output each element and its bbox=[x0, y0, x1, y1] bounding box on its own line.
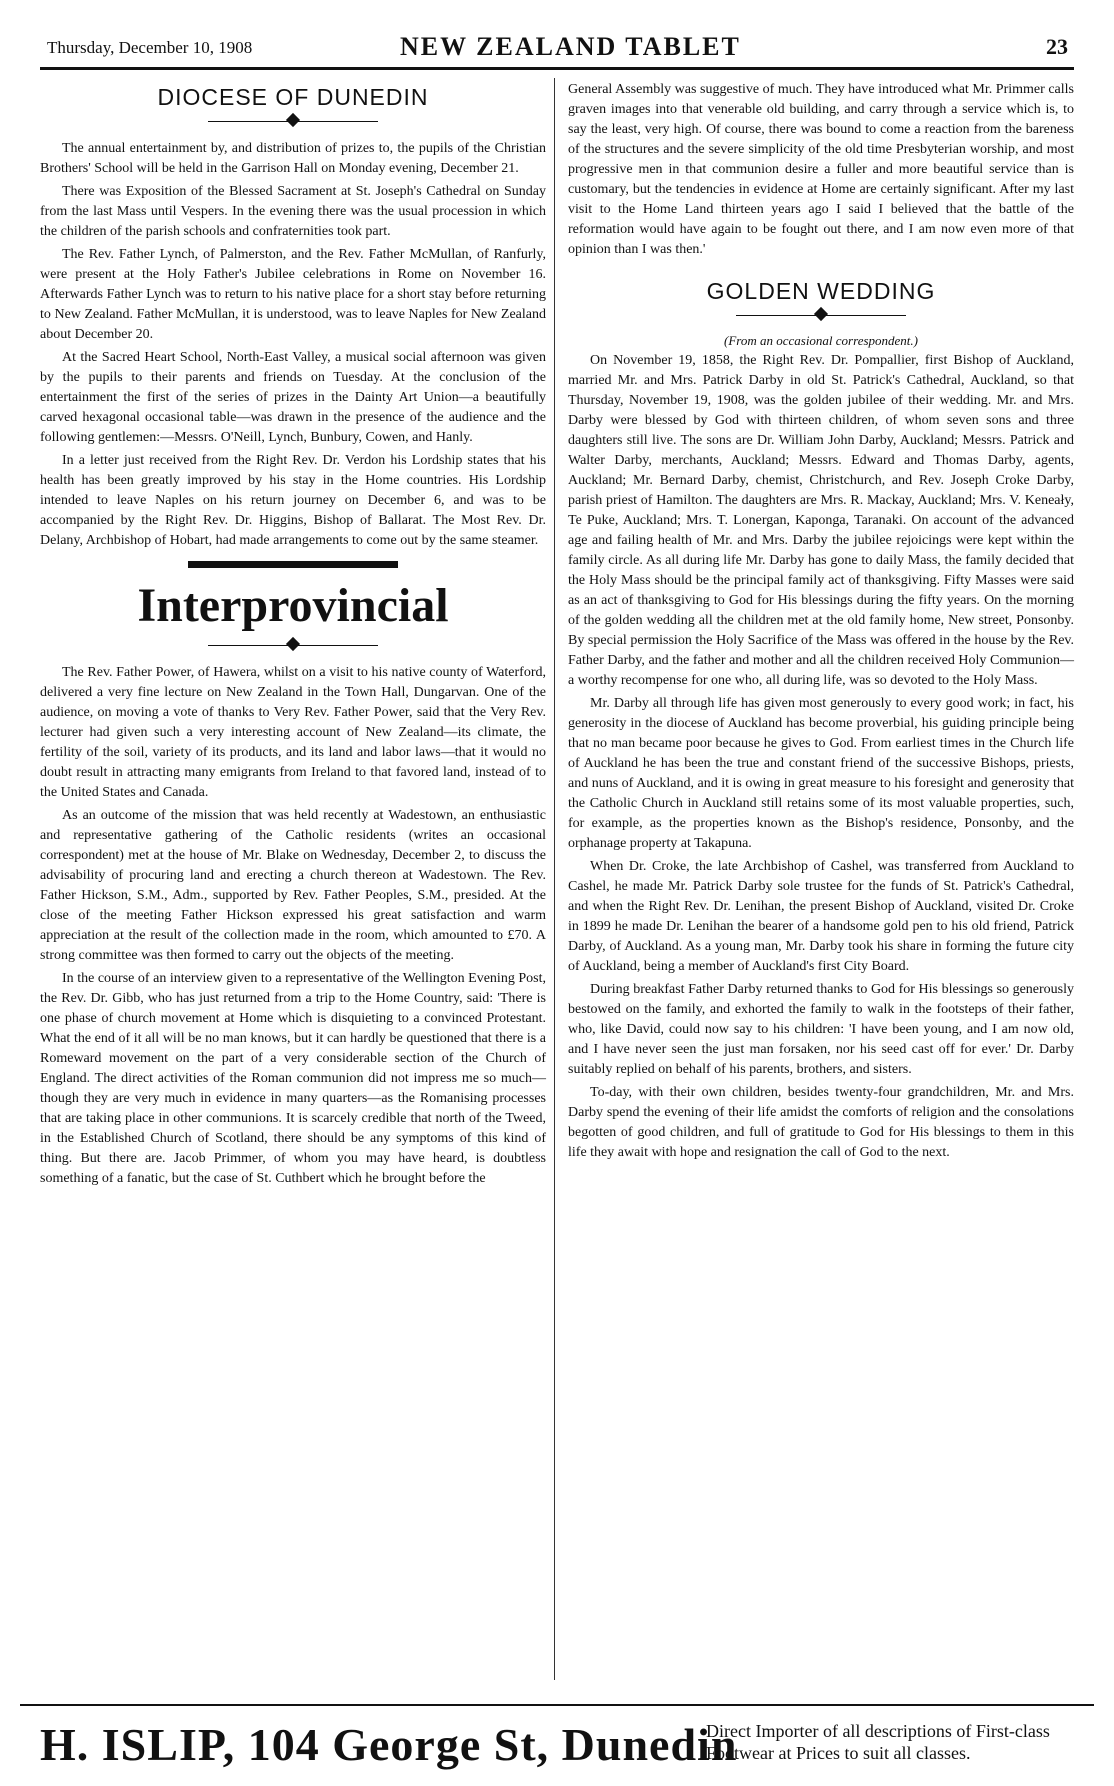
paragraph: In a letter just received from the Right Rev. Dr. Verdon his Lordship states that his health has been greatly improved by his stay in the Home countries. His Lordship intended to leave Naples on his return journey on December 6, and was to be accompanied by the Right Rev. Dr. Higgins, Bishop of Ballarat. The Most Rev. Dr. Delany, Archbishop of Hobart, had made arrangements to come out by the same steamer. bbox=[40, 453, 546, 548]
paragraph: On November 19, 1858, the Right Rev. Dr. Pompallier, first Bishop of Auckland, married Mr. and Mrs. Patrick Darby in old St. Patrick's Cathedral, Auckland, so that Thursday, November 19, 1908, was the golden jubilee of their wedding. Mr. and Mrs. Darby were blessed by God with thirteen children, of whom seven sons and three daughters still live. The sons are Dr. William John Darby, Auckland; Messrs. Patrick and Walter Darby, merchants, Auckland; Messrs. Edward and Thomas Darby, agents, Auckland; Mr. Bernard Darby, chemist, Christchurch, and Rev. Joseph Croke Darby, parish priest of Hamilton. The daughters are Mrs. R. Mackay, Auckland; Mrs. V. Keneały, Te Puke, Auckland; Mrs. T. Lonergan, Kaponga, Taranaki. On account of the advanced age and failing health of Mr. and Mrs. Darby the jubilee rejoicings were kept within the family circle. As all during life Mr. Darby has gone to daily Mass, the family decided that the Holy Mass should be the principal family act of thanksgiving. Fifty Masses were said as an act of thanksgiving to God for His blessings during the fifty years. On the morning of the golden wedding all the children met at the old family home, New street, Ponsonby. By special permission the Holy Sacrifice of the Mass was offered in the house by the Rev. Father Darby, and the father and mother and all the children received Holy Communion—a worthy recompense for one who, all during life, was so devoted to the Holy Mass. bbox=[568, 353, 1074, 688]
paragraph: The annual entertainment by, and distribution of prizes to, the pupils of the Christian Brothers' School will be held in the Garrison Hall on Monday evening, December 21. bbox=[40, 141, 546, 176]
issue-date: Thursday, December 10, 1908 bbox=[47, 38, 253, 57]
right-column bbox=[568, 80, 1074, 1163]
paragraph: In the course of an interview given to a representative of the Wellington Evening Post, the Rev. Dr. Gibb, who has just returned from a trip to the Home Country, said: 'There is one phase of church movement at Home which is disquieting to a convinced Protestant. What the end of it all will be no man knows, but it can hardly be questioned that there is a Romeward movement on the part of a very considerable section of the Church of England. The direct activities of the Roman communion did not impress me so much—though they are very much in evidence in many quarters—as the Romanising processes that are taking place in other communions. It is scarcely credible that north of the Tweed, in the Established Church of Scotland, there should be any symptoms of this kind of thing. But there are. Jacob Primmer, of whom you may have heard, is doubtless something of a fanatic, but the case of St. Cuthbert which he brought before the bbox=[40, 971, 546, 1186]
paragraph: Mr. Darby all through life has given most generously to every good work; in fact, his generosity in the diocese of Auckland has become proverbial, his guiding principle being that no man became poor because he gives to God. From earliest times in the Church life of Auckland he has been the true and constant friend of the successive Bishops, priests, and nuns of Auckland, and it is owing in great measure to his foresight and generosity that the Catholic Church in Auckland still retains some of its most valuable properties, such, for example, as the properties known as the Bishop's residence, Ponsonby, and the orphanage property at Takapuna. bbox=[568, 696, 1074, 851]
paragraph: The Rev. Father Lynch, of Palmerston, and the Rev. Father McMullan, of Ranfurly, were present at the Holy Father's Jubilee celebrations in Rome on November 16. Afterwards Father Lynch was to return to his native place for a short stay before returning to New Zealand. Father McMullan, it is understood, was to leave Naples for New Zealand about December 20. bbox=[40, 247, 546, 342]
left-column bbox=[40, 80, 546, 1189]
advertisement-rule bbox=[20, 1704, 1094, 1706]
header-rule bbox=[40, 67, 1074, 70]
advertisement-line: Footwear at Prices to suit all classes. bbox=[706, 1743, 971, 1763]
paragraph: At the Sacred Heart School, North-East Valley, a musical social afternoon was given by the pupils to their parents and friends on Tuesday. At the conclusion of the entertainment the first of the series of prizes in the Dainty Art Union—a beautifully carved hexagonal occasional table—was drawn in the presence of the audience and the following gentlemen:—Messrs. O'Neill, Lynch, Bunbury, Cowen, and Hanly. bbox=[40, 350, 546, 445]
interprovincial-heading: Interprovincial bbox=[137, 579, 449, 632]
newspaper-title: NEW ZEALAND TABLET bbox=[400, 32, 741, 61]
continued-paragraph: General Assembly was suggestive of much. They have introduced what Mr. Primmer calls graven images into that venerable old building, and carry through a service which is, to say the least, very high. Of course, there was bound to come a reaction from the bareness of the structures and the severe simplicity of the old time Presbyterian worship, and most progressive men in that communion desire a fuller and more beautiful service than is customary, but the tendencies in evidence at Home are certainly significant. After my last visit to the Home Land thirteen years ago I said I believed that the battle of the reformation would have again to be fought out there, and I am now even more of that opinion than I was then.' bbox=[568, 82, 1074, 257]
paragraph: During breakfast Father Darby returned thanks to God for His blessings so generously bestowed on the family, and exhorted the family to walk in the footsteps of their father, who, like David, could now say to his children: 'I have been young, and I am now old, and I have never seen the just man forsaken, nor his seed cast off for ever.' Dr. Darby suitably replied on behalf of his parents, brothers, and sisters. bbox=[568, 982, 1074, 1077]
advertisement-line: Direct Importer of all descriptions of First-class bbox=[706, 1721, 1050, 1741]
diamond-ornament-icon bbox=[736, 307, 906, 325]
paragraph: The Rev. Father Power, of Hawera, whilst on a visit to his native county of Waterford, delivered a very fine lecture on New Zealand in the Town Hall, Dungarvan. One of the audience, on moving a vote of thanks to Very Rev. Father Power, said that the Very Rev. lecturer had given such a very interesting account of New Zealand—its climate, the fertility of the soil, variety of its products, and its land and labor laws—that it would no doubt result in attracting many emigrants from Ireland to that favored land, instead of to the United States and Canada. bbox=[40, 665, 546, 800]
paragraph: There was Exposition of the Blessed Sacrament at St. Joseph's Cathedral on Sunday from the last Mass until Vespers. In the evening there was the usual procession in which the children of the parish schools and confraternities took part. bbox=[40, 184, 546, 239]
page-number: 23 bbox=[1046, 34, 1068, 59]
paragraph: As an outcome of the mission that was held recently at Wadestown, an enthusiastic and representative gathering of the Catholic residents (writes an occasional correspondent) met at the house of Mr. Blake on Wednesday, December 2, to discuss the advisability of procuring land and erecting a church thereon at Wadestown. The Rev. Father Hickson, S.M., Adm., supported by Rev. Father Peoples, S.M., presided. At the close of the meeting Father Hickson expressed his great satisfaction and warm appreciation at the result of the collection made in the room, which amounted to £70. A strong committee was then formed to carry out the objects of the meeting. bbox=[40, 808, 546, 963]
section-rule bbox=[188, 561, 398, 568]
diocese-heading: DIOCESE OF DUNEDIN bbox=[157, 84, 429, 110]
advertisement-text bbox=[706, 1720, 1086, 1764]
byline: (From an occasional correspondent.) bbox=[723, 333, 918, 348]
diamond-ornament-icon bbox=[208, 637, 378, 655]
page-header bbox=[40, 22, 1074, 72]
column-divider bbox=[554, 78, 555, 1680]
paragraph: When Dr. Croke, the late Archbishop of Cashel, was transferred from Auckland to Cashel, he made Mr. Patrick Darby sole trustee for the funds of St. Patrick's Cathedral, and when the Right Rev. Dr. Lenihan, the present Bishop of Auckland, visited Dr. Croke in 1899 he made Dr. Lenihan the bearer of a handsome gold pen to his old friend, Patrick Darby, of Auckland. As a young man, Mr. Darby took his share in forming the future city of Auckland, being a member of Auckland's first City Board. bbox=[568, 859, 1074, 974]
advertisement bbox=[20, 1712, 1094, 1776]
diamond-ornament-icon bbox=[208, 113, 378, 131]
advertiser-name: H. ISLIP, 104 George St, Dunedin bbox=[40, 1719, 738, 1770]
paragraph: To-day, with their own children, besides twenty-four grandchildren, Mr. and Mrs. Darby spend the evening of their life amidst the comforts of religion and the consolations begotten of good children, and full of gratitude to God for His blessings to them in this life they await with hope and resignation the call of God to the next. bbox=[568, 1085, 1074, 1160]
golden-wedding-heading: GOLDEN WEDDING bbox=[706, 278, 936, 304]
